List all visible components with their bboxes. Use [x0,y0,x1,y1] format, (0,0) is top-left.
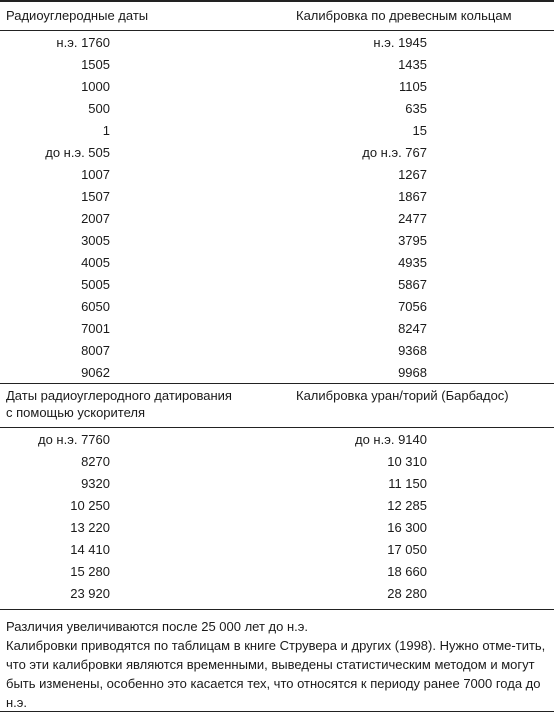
cell-calibrated-date: 9368 [398,343,427,358]
bottom-rule [0,711,554,712]
table-row [0,318,554,340]
cell-radiocarbon-date: 9320 [81,476,110,491]
header-radiocarbon-dates: Радиоуглеродные даты [6,8,149,23]
table-row [0,583,554,605]
cell-radiocarbon-date: 7001 [81,321,110,336]
table-row [0,76,554,98]
table-notes [6,617,550,712]
table-row [0,296,554,318]
header-rule-2 [0,427,554,428]
cell-calibrated-date: 1435 [398,57,427,72]
cell-calibrated-date: 1105 [399,79,427,94]
cell-calibrated-date: н.э. 1945 [373,35,427,50]
cell-radiocarbon-date: 14 410 [70,542,110,557]
cell-calibrated-date: 12 285 [387,498,427,513]
cell-calibrated-date: 3795 [398,233,427,248]
cell-calibrated-date: 2477 [398,211,427,226]
cell-calibrated-date: 9968 [398,365,427,380]
table-row [0,98,554,120]
cell-calibrated-date: до н.э. 767 [362,145,427,160]
cell-radiocarbon-date: 5005 [81,277,110,292]
cell-calibrated-date: 1867 [398,189,427,204]
cell-radiocarbon-date: н.э. 1760 [56,35,110,50]
cell-calibrated-date: 635 [405,101,427,116]
table-row [0,32,554,54]
table-row [0,54,554,76]
cell-calibrated-date: 5867 [398,277,427,292]
table-row [0,451,554,473]
table-row [0,186,554,208]
table-row [0,120,554,142]
cell-calibrated-date: 17 050 [387,542,427,557]
table-row [0,362,554,384]
note-calibration-source: Калибровки приводятся по таблицам в книге Струвера и других (1998). Нужно отме-тить, что эти калибровки являются временными, выведены статистическим методом и могут быть изменены, особенно это касается тех, что относятся к периоду ранее 7000 года до н.э. [6,638,546,710]
section-rule [0,383,554,384]
cell-calibrated-date: 4935 [398,255,427,270]
cell-radiocarbon-date: 1507 [81,189,110,204]
cell-radiocarbon-date: 4005 [81,255,110,270]
header-accelerator-dates-line2: с помощью ускорителя [6,405,146,420]
header-accelerator-dates-line1: Даты радиоуглеродного датирования [6,388,232,403]
cell-radiocarbon-date: 9062 [81,365,110,380]
cell-calibrated-date: до н.э. 9140 [355,432,427,447]
cell-calibrated-date: 10 310 [387,454,427,469]
table-row [0,539,554,561]
table-row [0,473,554,495]
table-row [0,340,554,362]
cell-radiocarbon-date: 500 [88,101,110,116]
table-row [0,517,554,539]
cell-radiocarbon-date: 8007 [81,343,110,358]
cell-radiocarbon-date: 23 920 [70,586,110,601]
cell-calibrated-date: 18 660 [387,564,427,579]
top-rule [0,0,554,2]
cell-calibrated-date: 16 300 [387,520,427,535]
cell-radiocarbon-date: 15 280 [70,564,110,579]
cell-calibrated-date: 28 280 [387,586,427,601]
table-row [0,274,554,296]
cell-calibrated-date: 8247 [398,321,427,336]
cell-calibrated-date: 1267 [398,167,427,182]
cell-radiocarbon-date: 6050 [81,299,110,314]
cell-radiocarbon-date: 1505 [81,57,110,72]
cell-radiocarbon-date: 3005 [81,233,110,248]
notes-rule [0,609,554,610]
header-tree-ring-calibration: Калибровка по древесным кольцам [296,8,512,23]
cell-calibrated-date: 15 [412,123,427,138]
cell-radiocarbon-date: 8270 [81,454,110,469]
cell-calibrated-date: 7056 [398,299,427,314]
cell-radiocarbon-date: 1 [102,123,110,138]
cell-radiocarbon-date: 1000 [81,79,110,94]
cell-radiocarbon-date: до н.э. 505 [45,145,110,160]
cell-radiocarbon-date: 2007 [81,211,110,226]
table-row [0,142,554,164]
table-row [0,429,554,451]
table-row [0,561,554,583]
cell-radiocarbon-date: 13 220 [70,520,110,535]
cell-radiocarbon-date: до н.э. 7760 [38,432,110,447]
header-rule-1 [0,30,554,31]
note-differences: Различия увеличиваются после 25 000 лет до н.э. [6,619,309,634]
cell-radiocarbon-date: 1007 [81,167,110,182]
header-uranium-thorium-calibration: Калибровка уран/торий (Барбадос) [296,388,509,403]
table-row [0,164,554,186]
table-row [0,230,554,252]
table-row [0,208,554,230]
table-row [0,252,554,274]
table-row [0,495,554,517]
cell-radiocarbon-date: 10 250 [70,498,110,513]
cell-calibrated-date: 11 150 [388,476,427,491]
